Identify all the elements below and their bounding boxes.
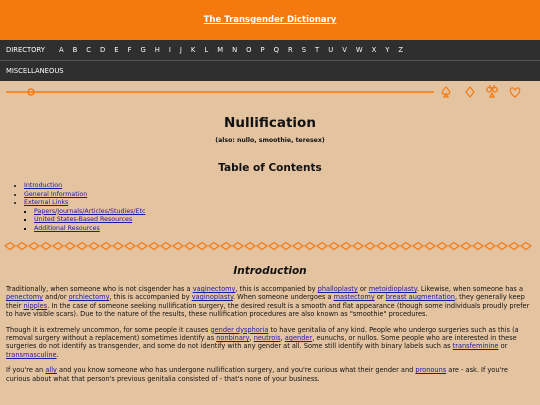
text: or <box>357 285 369 293</box>
link-gender-dysphoria[interactable]: gender dysphoria <box>210 325 269 334</box>
nav-misc-row <box>0 61 540 81</box>
toc-heading: Table of Contents <box>218 162 322 174</box>
text: or <box>498 342 508 351</box>
nav-letter-b[interactable]: B <box>72 46 78 54</box>
link-nonbinary[interactable]: nonbinary <box>216 334 250 343</box>
nav-letter-e[interactable]: E <box>114 46 119 54</box>
nav-bar <box>0 40 540 81</box>
nav-letter-f[interactable]: F <box>127 46 132 54</box>
ornament-divider-top <box>4 85 536 99</box>
nav-letter-u[interactable]: U <box>328 46 334 54</box>
link-vaginectomy[interactable]: vaginectomy <box>192 285 236 293</box>
toc-link-us-resources[interactable]: United States-Based Resources <box>34 216 133 223</box>
nav-miscellaneous[interactable]: MISCELLANEOUS <box>6 67 64 75</box>
nav-letter-a[interactable]: A <box>58 46 64 54</box>
text: If you're an <box>6 366 46 375</box>
nav-letter-h[interactable]: H <box>154 46 160 54</box>
link-transfeminine[interactable]: transfeminine <box>452 342 499 351</box>
club-icon <box>487 85 498 97</box>
nav-letters-row <box>0 40 540 61</box>
text: are - ask. If you're curious about what that person's previous genitalia consisted of - that's none of your business. <box>6 366 508 383</box>
nav-letter-c[interactable]: C <box>86 46 92 54</box>
link-agender[interactable]: agender <box>284 334 313 343</box>
table-of-contents <box>0 182 540 233</box>
nav-letter-j[interactable]: J <box>179 46 182 54</box>
nav-letter-z[interactable]: Z <box>398 46 404 54</box>
nav-letter-l[interactable]: L <box>204 46 209 54</box>
text: . In the case of someone seeking nullification surgery, the desired result is a smooth and flat appearance (though some individuals proudly prefer to have visible scars). Due to the nature of the results, these nullification procedures are also known as "smoothie" procedures. <box>6 301 530 319</box>
text: , <box>249 334 254 343</box>
intro-heading: Introduction <box>233 265 307 277</box>
heart-icon <box>510 88 520 97</box>
toc-link-additional-resources[interactable]: Additional Resources <box>34 224 100 232</box>
toc-link-introduction[interactable]: Introduction <box>24 182 63 189</box>
text: , <box>280 334 285 343</box>
text: and/or <box>43 293 69 302</box>
nav-directory[interactable]: DIRECTORY <box>6 46 45 54</box>
text: , eunuchs, or nullos. Some people who are interested in these surgeries do not identify as transgender, and some do not identify with any gender at all. Some still identify with binary labels such as <box>6 334 517 351</box>
link-penectomy[interactable]: penectomy <box>6 293 44 302</box>
link-orchiectomy[interactable]: orchiectomy <box>68 293 110 302</box>
nav-letter-n[interactable]: N <box>232 46 238 54</box>
text: , this is accompanied by <box>109 293 192 302</box>
link-breast-augmentation[interactable]: breast augmentation <box>385 293 455 302</box>
nav-letter-s[interactable]: S <box>301 46 307 54</box>
nav-letter-i[interactable]: I <box>168 46 171 54</box>
nav-letter-r[interactable]: R <box>287 46 293 54</box>
spade-icon <box>442 87 450 97</box>
nav-letter-t[interactable]: T <box>315 46 320 54</box>
nav-letter-w[interactable]: W <box>355 46 363 54</box>
page-aka: (also: nullo, smoothie, teresex) <box>215 137 325 144</box>
nav-letter-p[interactable]: P <box>260 46 265 54</box>
nav-letter-k[interactable]: K <box>190 46 196 54</box>
toc-link-general-information[interactable]: General Information <box>24 190 88 198</box>
toc-link-external-links[interactable]: External Links <box>24 199 69 206</box>
nav-letter-q[interactable]: Q <box>273 46 279 54</box>
nav-letter-d[interactable]: D <box>100 46 106 54</box>
toc-link-papers[interactable]: Papers/Journals/Articles/Studies/Etc <box>34 207 146 215</box>
link-neutrois[interactable]: neutrois <box>253 334 281 343</box>
intro-paragraph-3 <box>6 366 534 383</box>
text: , this is accompanied by <box>235 285 318 293</box>
link-mastectomy[interactable]: mastectomy <box>333 293 375 302</box>
link-ally[interactable]: ally <box>45 366 57 375</box>
nav-letter-o[interactable]: O <box>246 46 252 54</box>
nav-letter-v[interactable]: V <box>342 46 347 54</box>
ornament-divider-bottom <box>4 239 536 253</box>
nav-letter-m[interactable]: M <box>217 46 224 54</box>
link-metoidioplasty[interactable]: metoidioplasty <box>368 285 417 293</box>
diamond-icon <box>466 87 474 97</box>
text: Though it is extremely uncommon, for some people it causes <box>6 325 211 334</box>
nav-letter-g[interactable]: G <box>140 46 146 54</box>
link-transmasculine[interactable]: transmasculine <box>6 350 57 359</box>
nav-letter-x[interactable]: X <box>371 46 377 54</box>
link-nipples[interactable]: nipples <box>23 301 48 310</box>
intro-paragraph-2 <box>6 326 534 360</box>
nav-letter-y[interactable]: Y <box>385 46 390 54</box>
page-title: Nullification <box>224 115 316 131</box>
text: Traditionally, when someone who is not cisgender has a <box>6 285 193 293</box>
site-title-link[interactable]: The Transgender Dictionary <box>203 15 337 25</box>
text: and you know someone who has undergone nullification surgery, and you're curious what their gender and <box>56 366 416 375</box>
text: . <box>56 350 59 359</box>
text: to have genitalia of any kind. People who undergo surgeries such as this (a removal surgery without a replacement) sometimes identify as <box>6 325 519 343</box>
text: . Likewise, when someone has a <box>416 285 523 293</box>
text: . When someone undergoes a <box>232 293 334 302</box>
link-pronouns[interactable]: pronouns <box>415 366 447 375</box>
text: or <box>374 293 386 302</box>
site-header <box>0 0 540 40</box>
text: , they generally keep their <box>6 293 525 310</box>
link-vaginoplasty[interactable]: vaginoplasty <box>191 293 233 302</box>
link-phalloplasty[interactable]: phalloplasty <box>317 285 358 293</box>
intro-paragraph-1 <box>6 285 534 319</box>
